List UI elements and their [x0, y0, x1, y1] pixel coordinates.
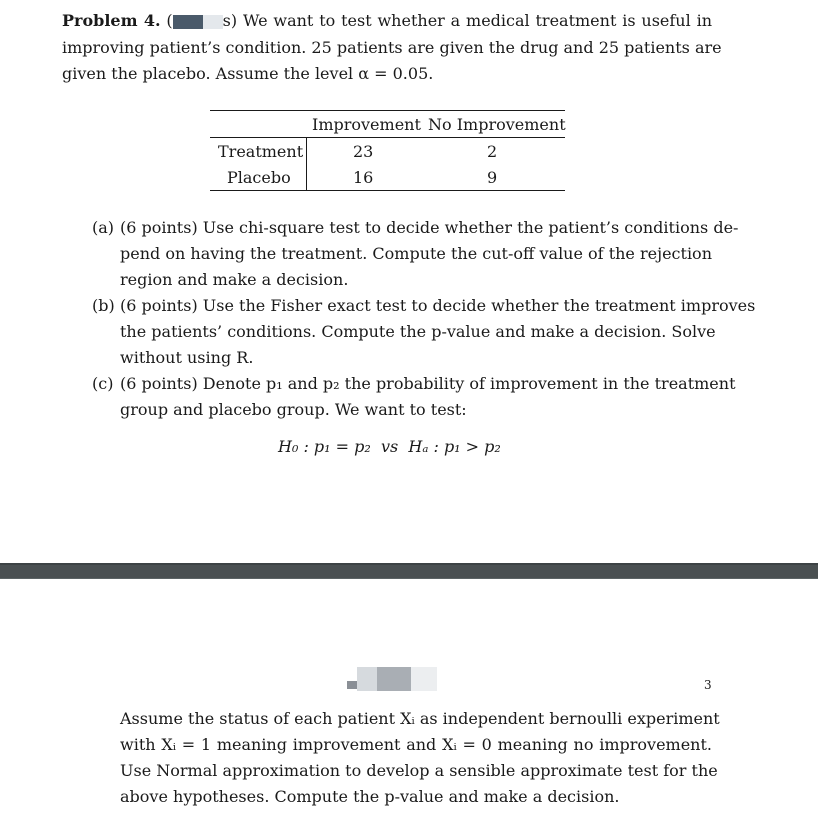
part-b-label: (b): [92, 296, 115, 315]
table-bottom-rule: [210, 190, 565, 191]
continuation-line-1: Assume the status of each patient Xᵢ as independent bernoulli experiment: [120, 709, 720, 728]
problem-intro-line-3: given the placebo. Assume the level α = 0.05.: [62, 64, 434, 83]
column-header-improvement: Improvement: [312, 115, 421, 134]
continuation-line-4: above hypotheses. Compute the p-value and make a decision.: [120, 787, 620, 806]
redacted-header: [347, 667, 437, 691]
problem-intro-line-1: [62, 11, 712, 31]
part-c-label: (c): [92, 374, 114, 393]
open-paren: (: [166, 11, 173, 30]
row-label-treatment: Treatment: [218, 142, 304, 161]
table-cell: 16: [353, 168, 374, 187]
redacted-block: [173, 15, 203, 29]
page-number: 3: [704, 678, 712, 692]
part-b-line-1: (6 points) Use the Fisher exact test to decide whether the treatment improves: [120, 296, 756, 315]
redacted-block: [357, 667, 377, 691]
part-a-line-1: (6 points) Use chi-square test to decide whether the patient’s conditions de-: [120, 218, 739, 237]
page-separator: [0, 563, 818, 579]
table-cell: 9: [487, 168, 498, 187]
problem-intro-text-1: We want to test whether a medical treatment is useful in: [242, 11, 712, 30]
part-b-line-2: the patients’ conditions. Compute the p-value and make a decision. Solve: [120, 322, 716, 341]
redacted-block: [347, 681, 357, 689]
table-cell: 23: [353, 142, 374, 161]
part-a-line-2: pend on having the treatment. Compute the cut-off value of the rejection: [120, 244, 712, 263]
redacted-block: [377, 667, 411, 691]
table-cell: 2: [487, 142, 498, 161]
redacted-block: [411, 667, 437, 691]
hypothesis-equation: H₀ : p₁ = p₂ vs Hₐ : p₁ > p₂: [278, 437, 501, 456]
part-c-line-1: (6 points) Denote p₁ and p₂ the probability of improvement in the treatment: [120, 374, 736, 393]
part-c-line-2: group and placebo group. We want to test:: [120, 400, 467, 419]
table-vertical-rule: [306, 138, 307, 191]
points-suffix: s): [222, 11, 238, 30]
part-a-label: (a): [92, 218, 115, 237]
part-b-line-3: without using R.: [120, 348, 254, 367]
column-header-no-improvement: No Improvement: [428, 115, 566, 134]
continuation-line-3: Use Normal approximation to develop a sensible approximate test for the: [120, 761, 718, 780]
table-top-rule: [210, 110, 565, 111]
row-label-placebo: Placebo: [227, 168, 291, 187]
problem-intro-line-2: improving patient’s condition. 25 patients are given the drug and 25 patients are: [62, 38, 722, 57]
table-header-rule: [210, 137, 565, 138]
redacted-block: [203, 15, 223, 29]
continuation-line-2: with Xᵢ = 1 meaning improvement and Xᵢ = 0 meaning no improvement.: [120, 735, 712, 754]
part-a-line-3: region and make a decision.: [120, 270, 349, 289]
problem-heading: Problem 4.: [62, 11, 161, 30]
